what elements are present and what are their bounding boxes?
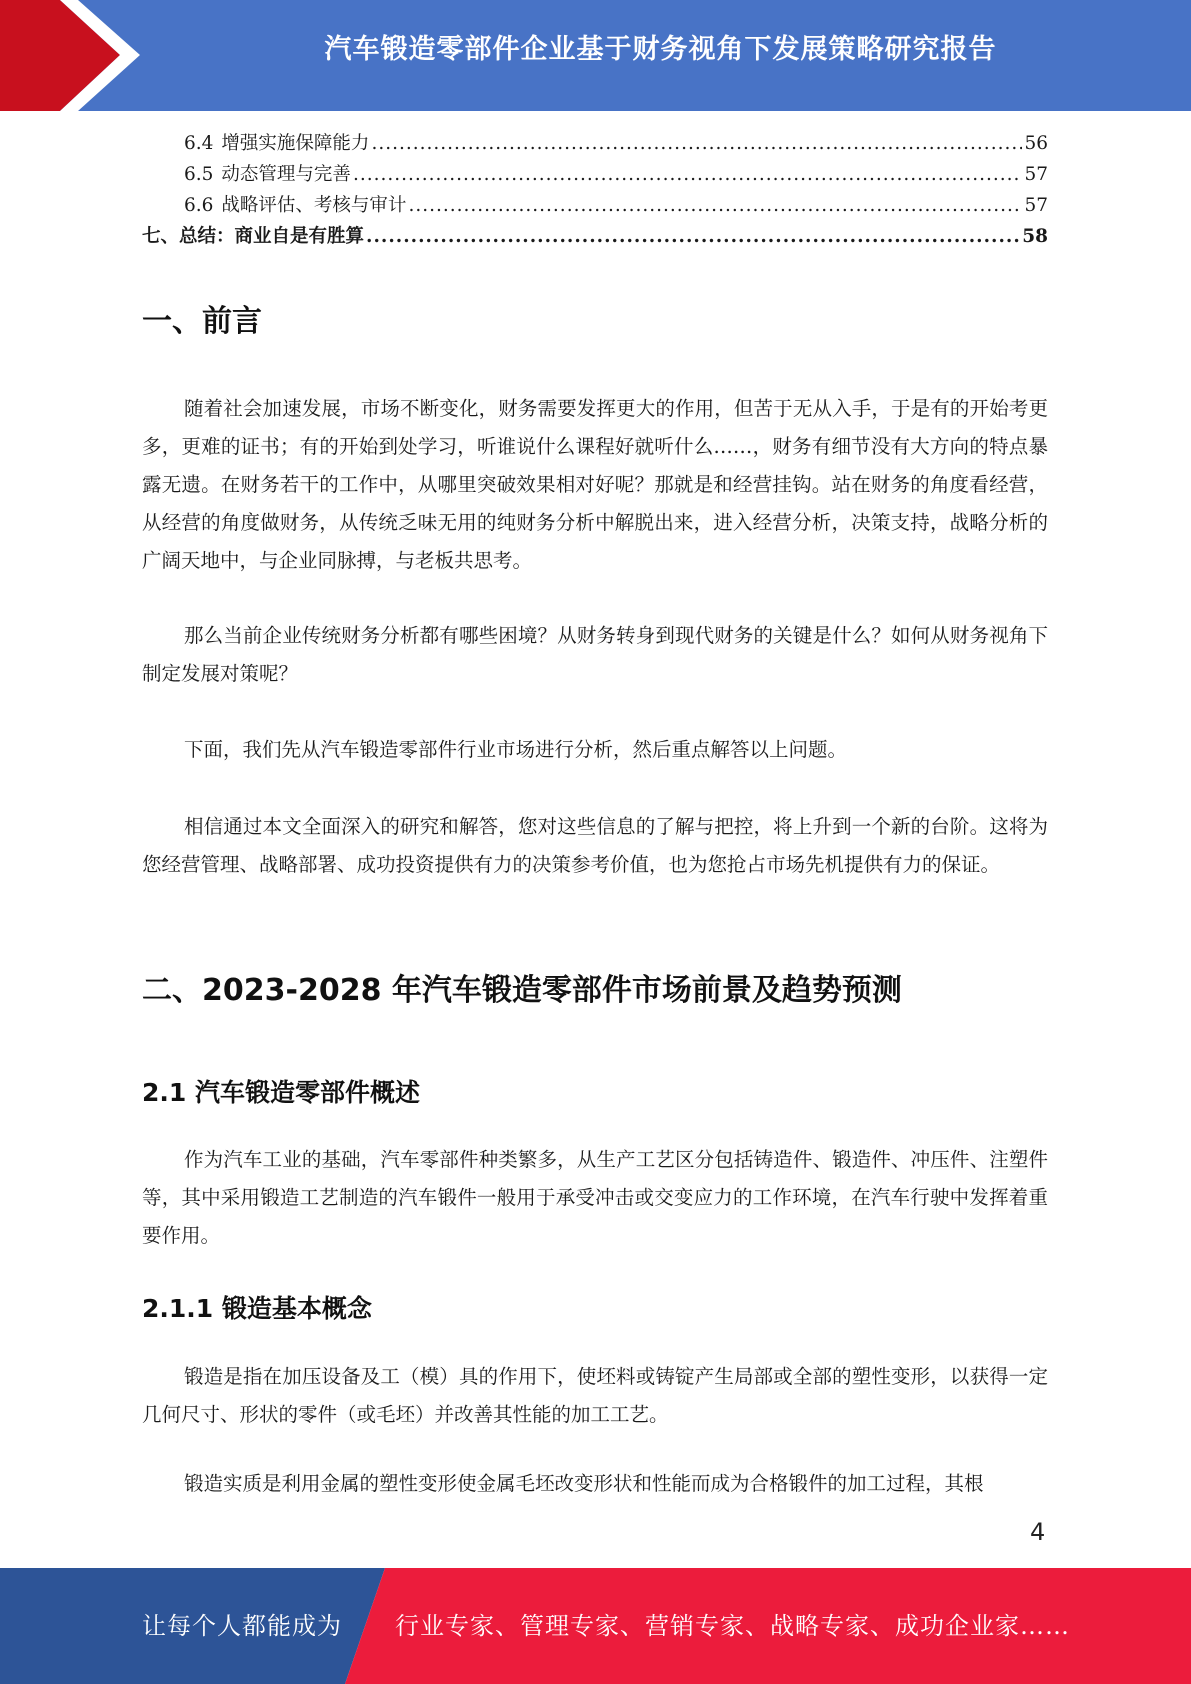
- paragraph: 随着社会加速发展，市场不断变化，财务需要发挥更大的作用，但苦于无从入手，于是有的开始考更多，更难的证书；有的开始到处学习，听谁说什么课程好就听什么……，财务有细节没有大方向的特点暴露无遗。在财务若干的工作中，从哪里突破效果相对好呢？那就是和经营挂钩。站在财务的角度看经营，从经营的角度做财务，从传统乏味无用的纯财务分析中解脱出来，进入经营分析，决策支持，战略分析的广阔天地中，与企业同脉搏，与老板共思考。: [142, 397, 1048, 572]
- toc-entry-number: 6.5: [184, 164, 214, 185]
- toc-entry-number: 6.6: [184, 195, 214, 216]
- footer-slogan-left: 让每个人都能成为: [142, 1612, 342, 1640]
- toc-dot-leader: [353, 164, 1023, 185]
- paragraph: 相信通过本文全面深入的研究和解答，您对这些信息的了解与把控，将上升到一个新的台阶。这将为您经营管理、战略部署、成功投资提供有力的决策参考价值，也为您抢占市场先机提供有力的保证。: [142, 815, 1048, 876]
- subsection-heading-overview: 2.1 汽车锻造零部件概述: [142, 1078, 420, 1107]
- paragraph: 锻造是指在加压设备及工（模）具的作用下，使坯料或铸锭产生局部或全部的塑性变形，以获得一定几何尺寸、形状的零件（或毛坯）并改善其性能的加工工艺。: [142, 1365, 1048, 1426]
- toc-entry[interactable]: [142, 191, 1048, 222]
- subsection-heading-forging-concept: 2.1.1 锻造基本概念: [142, 1294, 372, 1323]
- page-number: 4: [1030, 1518, 1046, 1546]
- paragraph: 作为汽车工业的基础，汽车零部件种类繁多，从生产工艺区分包括铸造件、锻造件、冲压件、注塑件等，其中采用锻造工艺制造的汽车锻件一般用于承受冲击或交变应力的工作环境，在汽车行驶中发挥着重要作用。: [142, 1148, 1048, 1247]
- paragraph: 那么当前企业传统财务分析都有哪些困境？从财务转身到现代财务的关键是什么？如何从财务视角下制定发展对策呢？: [142, 624, 1048, 685]
- toc-dot-leader: [408, 195, 1022, 216]
- toc-entry[interactable]: [142, 160, 1048, 191]
- toc-dot-leader: [371, 133, 1022, 154]
- paragraph: 下面，我们先从汽车锻造零部件行业市场进行分析，然后重点解答以上问题。: [184, 738, 848, 761]
- toc-entry-title: 增强实施保障能力: [221, 133, 370, 154]
- toc-entry-title: 动态管理与完善: [221, 164, 351, 185]
- paragraph: 锻造实质是利用金属的塑性变形使金属毛坯改变形状和性能而成为合格锻件的加工过程，其根: [184, 1472, 984, 1495]
- section-heading-market-outlook: 二、2023-2028 年汽车锻造零部件市场前景及趋势预测: [142, 973, 902, 1008]
- toc-entry[interactable]: [142, 129, 1048, 160]
- page-footer: [0, 1568, 1191, 1684]
- table-of-contents: [142, 129, 1048, 253]
- toc-entry-page: 57: [1024, 164, 1048, 185]
- report-title: 汽车锻造零部件企业基于财务视角下发展策略研究报告: [324, 34, 997, 65]
- toc-entry-page: 58: [1022, 226, 1048, 247]
- toc-entry-chapter[interactable]: [142, 222, 1048, 253]
- toc-entry-page: 56: [1024, 133, 1048, 154]
- section-heading-preface: 一、前言: [142, 304, 262, 339]
- toc-entry-title: 七、总结：商业自是有胜算: [142, 226, 365, 247]
- toc-dot-leader: [366, 226, 1020, 247]
- page-header: [0, 0, 1191, 111]
- toc-entry-number: 6.4: [184, 133, 214, 154]
- footer-slogan-right: 行业专家、管理专家、营销专家、战略专家、成功企业家……: [395, 1612, 1070, 1640]
- toc-entry-page: 57: [1024, 195, 1048, 216]
- toc-entry-title: 战略评估、考核与审计: [221, 195, 407, 216]
